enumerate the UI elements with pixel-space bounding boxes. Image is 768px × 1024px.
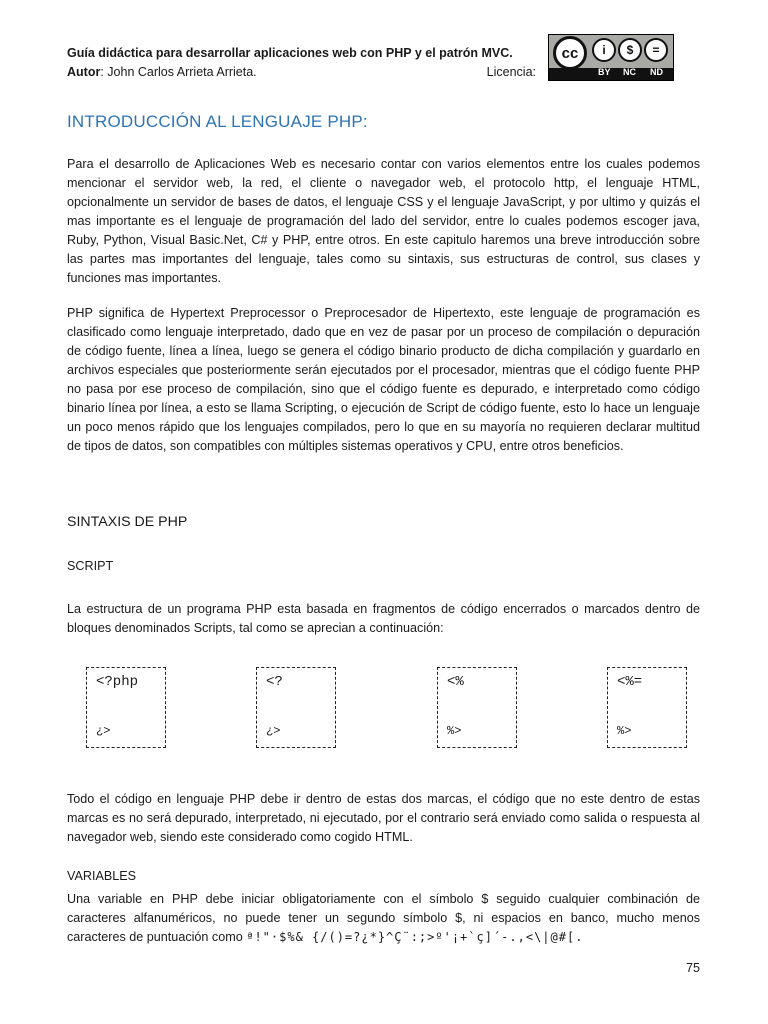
code-open-tag: <%= xyxy=(617,674,643,690)
page-header xyxy=(67,44,542,82)
variables-heading: VARIABLES xyxy=(67,869,137,883)
cc-label-nd: ND xyxy=(650,67,663,77)
cc-icon: cc xyxy=(553,36,587,70)
guide-title: Guía didáctica para desarrollar aplicaciones web con PHP y el patrón MVC. xyxy=(67,46,513,60)
code-close-tag: ¿> xyxy=(96,724,111,738)
script-heading: SCRIPT xyxy=(67,559,114,573)
cc-license-badge xyxy=(548,34,674,81)
code-open-tag: <? xyxy=(266,674,283,690)
php-definition-paragraph: PHP significa de Hypertext Preprocessor o Preprocesador de Hipertexto, este lenguaje de programación es clasificado como lenguaje interpretado, dado que en vez de pasar por un proceso de compilación o depuración de código fuente, línea a línea, luego se genera el código binario producto de dicha compilación y guardarlo en archivos especiales que posteriormente serán ejecutados por el procesador, mientras que el código fuente PHP no pasa por ese proceso de compilación, sino que el código fuente es depurado, e interpretado como código binario línea por línea, a esto se llama Scripting, o ejecución de Script de código fuente, esto lo hace un lenguaje un poco menos rápido que los lenguajes compilados, pero lo que en su mayoría no requieren declarar multitud de tipos de datos, son compatibles con múltiples sistemas operativos y CPU, entre otros beneficios. xyxy=(67,306,700,453)
code-block-asp xyxy=(437,667,517,748)
section-title: INTRODUCCIÓN AL LENGUAJE PHP: xyxy=(67,112,368,131)
code-close-tag: %> xyxy=(447,724,462,738)
script-intro-paragraph: La estructura de un programa PHP esta basada en fragmentos de código encerrados o marcados dentro de bloques denominados Scripts, tal como se aprecian a continuación: xyxy=(67,602,700,635)
code-block-asp-echo xyxy=(607,667,687,748)
noncommercial-icon: $ xyxy=(618,38,642,62)
page-number: 75 xyxy=(685,961,700,975)
variables-text: Una variable en PHP debe iniciar obligatoriamente con el símbolo $ seguido cualquier combinación de caracteres alfanuméricos, no puede tener un segundo símbolo $, ni espacios en banco, mucho menos caracteres de puntuación como xyxy=(67,892,700,944)
code-block-php xyxy=(86,667,166,748)
code-close-tag: ¿> xyxy=(266,724,281,738)
author-separator: : xyxy=(100,65,104,79)
code-open-tag: <% xyxy=(447,674,464,690)
cc-label-nc: NC xyxy=(623,67,636,77)
code-open-tag: <?php xyxy=(96,674,139,690)
variables-paragraph xyxy=(67,890,700,947)
author-name: John Carlos Arrieta Arrieta. xyxy=(103,65,257,79)
cc-badge-labels xyxy=(549,67,673,79)
syntax-heading: SINTAXIS DE PHP xyxy=(67,514,188,530)
punctuation-characters: ª!"·$%& {/()=?¿*}^Ç¨:;>º'¡+`ç]´-.,<\|@#[. xyxy=(246,930,584,944)
marks-paragraph: Todo el código en lenguaje PHP debe ir dentro de estas dos marcas, el código que no este dentro de estas marcas es no será depurado, interpretado, ni ejecutado, por el contrario será enviado como salida o respuesta al navegador web, siendo este considerado como cogido HTML. xyxy=(67,792,700,844)
cc-label-by: BY xyxy=(598,67,611,77)
code-close-tag: %> xyxy=(617,724,632,738)
noderivatives-icon: = xyxy=(644,38,668,62)
cc-badge-top xyxy=(549,35,673,68)
author-line xyxy=(67,63,542,82)
author-label: Autor xyxy=(67,65,101,79)
intro-paragraph: Para el desarrollo de Aplicaciones Web es necesario contar con varios elementos entre los cuales podemos mencionar el servidor web, la red, el cliente o navegador web, el protocolo http, el lenguaje HTML, opcionalmente un servidor de bases de datos, el lenguaje CSS y el lenguaje JavaScript, y por ultimo y quizás el mas importante es el lenguaje de programación del lado del servidor, entre lo cuales podemos escoger java, Ruby, Python, Visual Basic.Net, C# y PHP, entre otros. En este capitulo haremos una breve introducción sobre las partes mas importantes del lenguaje, tales como su sintaxis, sus estructuras de control, sus clases y funciones mas importantes. xyxy=(67,157,700,285)
attribution-icon: i xyxy=(592,38,616,62)
license-label: Licencia: xyxy=(486,65,536,79)
code-block-short xyxy=(256,667,336,748)
